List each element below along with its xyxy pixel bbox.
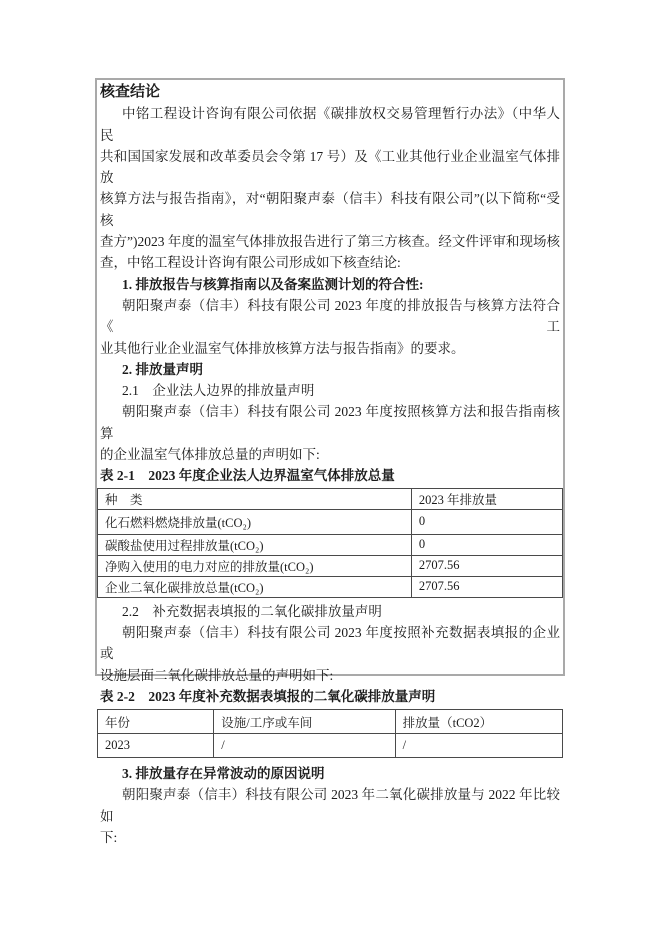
section-2-2-body-line: 设施层面二氧化碳排放总量的声明如下: (100, 667, 334, 683)
table-2-2-caption: 表 2-2 2023 年度补充数据表填报的二氧化碳排放量声明 (100, 688, 436, 704)
intro-line: 查方”)2023 年度的温室气体排放报告进行了第三方核查。经文件评审和现场核 (100, 234, 560, 250)
table-row (98, 576, 563, 597)
intro-line: 核算方法与报告指南》，对“朝阳聚声泰（信丰）科技有限公司”(以下简称“受核 (100, 191, 560, 228)
section-2-2-heading: 2.2 补充数据表填报的二氧化碳排放量声明 (122, 603, 382, 619)
t1-cell-value: 0 (411, 534, 562, 555)
intro-line: 共和国国家发展和改革委员会令第 17 号）及《工业其他行业企业温室气体排放 (100, 148, 560, 186)
section-1-body-line: 业其他行业企业温室气体排放核算方法与报告指南》的要求。 (100, 340, 465, 356)
t1-header-category: 种 类 (98, 488, 412, 509)
t2-header-emission: 排放量（tCO2） (395, 710, 562, 734)
t1-cell-label: 净购入使用的电力对应的排放量(tCO₂) (98, 555, 412, 576)
verification-conclusion-box (95, 78, 565, 846)
section-2-1-body-line: 朝阳聚声泰（信丰）科技有限公司 2023 年度按照核算方法和报告指南核算 (100, 404, 560, 441)
t2-cell-facility: / (214, 734, 395, 758)
table-header-row (98, 710, 563, 734)
t1-header-emission: 2023 年排放量 (411, 488, 562, 509)
table-2-1-caption: 表 2-1 2023 年度企业法人边界温室气体排放总量 (100, 468, 395, 484)
t1-cell-label: 企业二氧化碳排放总量(tCO₂) (98, 576, 412, 597)
section-2-1-body-line: 的企业温室气体排放总量的声明如下: (100, 447, 320, 463)
intro-line: 查，中铭工程设计咨询有限公司形成如下核查结论: (100, 255, 401, 271)
t1-cell-label: 化石燃料燃烧排放量(tCO₂) (98, 509, 412, 534)
section-1-heading: 1. 排放报告与核算指南以及备案监测计划的符合性: (122, 276, 424, 292)
t2-cell-emission: / (395, 734, 562, 758)
t1-cell-value: 2707.56 (411, 555, 562, 576)
section-3-body-line: 朝阳聚声泰（信丰）科技有限公司 2023 年二氧化碳排放量与 2022 年比较如 (100, 787, 560, 824)
t1-cell-label: 碳酸盐使用过程排放量(tCO₂) (98, 534, 412, 555)
section-2-1-heading: 2.1 企业法人边界的排放量声明 (122, 383, 315, 399)
intro-line: 中铭工程设计咨询有限公司依据《碳排放权交易管理暂行办法》（中华人民 (100, 106, 560, 143)
doc-title: 核查结论 (100, 84, 161, 100)
section-2-heading: 2. 排放量声明 (122, 361, 203, 377)
table-2-1 (97, 488, 563, 598)
table-header-row (98, 488, 563, 509)
section-3-heading: 3. 排放量存在异常波动的原因说明 (122, 766, 325, 782)
section-2-2-body-line: 朝阳聚声泰（信丰）科技有限公司 2023 年度按照补充数据表填报的企业或 (100, 624, 560, 662)
table-row (98, 534, 563, 555)
section-1-body-line: 朝阳聚声泰（信丰）科技有限公司 2023 年度的排放报告与核算方法符合《工 (100, 297, 560, 335)
t1-cell-value: 0 (411, 509, 562, 534)
t2-header-facility: 设施/工序或车间 (214, 710, 395, 734)
table-row (98, 509, 563, 534)
table-row (98, 555, 563, 576)
t2-cell-year: 2023 (98, 734, 214, 758)
table-row (98, 734, 563, 758)
section-3-body-line: 下: (100, 830, 118, 846)
t1-cell-value: 2707.56 (411, 576, 562, 597)
t2-header-year: 年份 (98, 710, 214, 734)
table-2-2 (97, 709, 563, 758)
